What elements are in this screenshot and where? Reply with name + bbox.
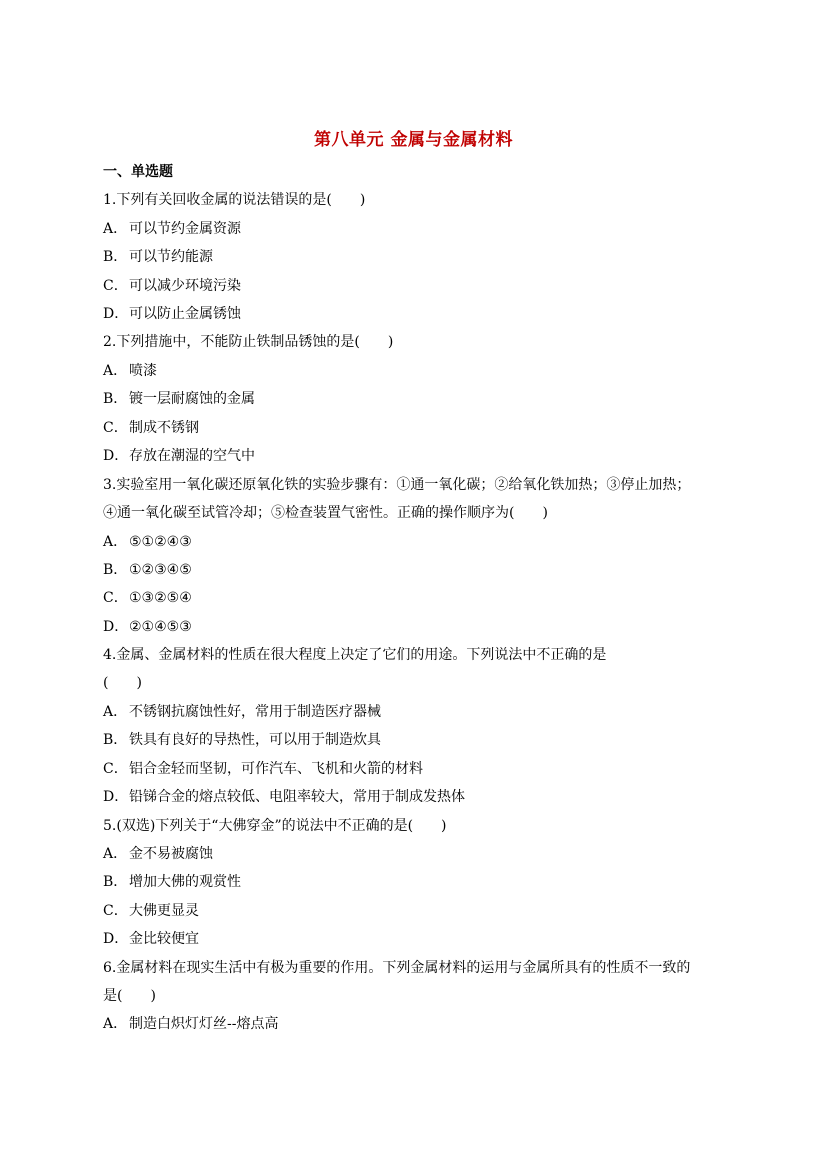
option-letter: A． (103, 846, 128, 862)
option-text: 增加大佛的观赏性 (129, 874, 241, 890)
option-letter: A． (103, 1016, 128, 1032)
option-letter: B． (103, 874, 128, 890)
option-text: 铝合金轻而坚韧，可作汽车、飞机和火箭的材料 (129, 761, 423, 777)
question-stem: 4.金属、金属材料的性质在很大程度上决定了它们的用途。下列说法中不正确的是 (103, 647, 607, 663)
option-text: 铅锑合金的熔点较低、电阻率较大，常用于制成发热体 (129, 789, 465, 805)
question-stem: 5.(双选)下列关于“大佛穿金”的说法中不正确的是( ) (103, 818, 447, 834)
option-row (103, 304, 743, 324)
question-stem-continued: ( ) (103, 675, 142, 691)
option-row (103, 1014, 743, 1034)
option-row (103, 588, 743, 608)
option-text: 可以节约金属资源 (129, 221, 241, 237)
option-row (103, 219, 743, 239)
option-row (103, 759, 743, 779)
option-letter: A． (103, 221, 128, 237)
option-row (103, 872, 743, 892)
option-letter: D． (103, 306, 129, 322)
option-row (103, 418, 743, 438)
option-row (103, 560, 743, 580)
option-row (103, 617, 743, 637)
option-text: ②①④⑤③ (129, 619, 192, 635)
page-title: 第八单元 金属与金属材料 (314, 130, 513, 150)
option-letter: D． (103, 448, 129, 464)
option-letter: B． (103, 732, 128, 748)
option-text: 不锈钢抗腐蚀性好，常用于制造医疗器械 (129, 704, 381, 720)
option-text: ①③②⑤④ (129, 590, 192, 606)
option-letter: B． (103, 562, 128, 578)
option-row (103, 730, 743, 750)
option-letter: C． (103, 420, 128, 436)
option-text: 喷漆 (129, 363, 157, 379)
option-text: ①②③④⑤ (129, 562, 192, 578)
option-letter: D． (103, 931, 129, 947)
option-row (103, 446, 743, 466)
option-text: 存放在潮湿的空气中 (129, 448, 255, 464)
option-text: 镀一层耐腐蚀的金属 (129, 391, 255, 407)
option-letter: B． (103, 249, 128, 265)
question-stem: 6.金属材料在现实生活中有极为重要的作用。下列金属材料的运用与金属所具有的性质不一致的 (103, 960, 691, 976)
question-stem: 2.下列措施中，不能防止铁制品锈蚀的是( ) (103, 334, 394, 350)
option-row (103, 276, 743, 296)
option-letter: D． (103, 619, 129, 635)
question-stem-continued: 是( ) (103, 988, 156, 1004)
option-row (103, 901, 743, 921)
option-text: 金不易被腐蚀 (129, 846, 213, 862)
option-row (103, 702, 743, 722)
option-letter: B． (103, 391, 128, 407)
section-heading: 一、单选题 (103, 164, 173, 180)
option-letter: A． (103, 704, 128, 720)
option-text: ⑤①②④③ (129, 534, 192, 550)
option-row (103, 844, 743, 864)
option-text: 可以减少环境污染 (129, 278, 241, 294)
option-letter: D． (103, 789, 129, 805)
question-stem-continued: ④通一氧化碳至试管冷却；⑤检查装置气密性。正确的操作顺序为( ) (103, 505, 548, 521)
option-text: 金比较便宜 (129, 931, 199, 947)
option-letter: A． (103, 534, 128, 550)
option-text: 可以防止金属锈蚀 (129, 306, 241, 322)
question-stem: 3.实验室用一氧化碳还原氧化铁的实验步骤有：①通一氧化碳；②给氧化铁加热；③停止加热； (103, 477, 691, 493)
option-letter: C． (103, 903, 128, 919)
option-row (103, 532, 743, 552)
option-text: 制成不锈钢 (129, 420, 199, 436)
option-row (103, 361, 743, 381)
question-stem: 1.下列有关回收金属的说法错误的是( ) (103, 192, 366, 208)
option-text: 大佛更显灵 (129, 903, 199, 919)
option-text: 可以节约能源 (129, 249, 213, 265)
option-text: 制造白炽灯灯丝--熔点高 (129, 1016, 279, 1032)
option-letter: C． (103, 590, 128, 606)
option-row (103, 247, 743, 267)
option-letter: C． (103, 761, 128, 777)
option-row (103, 929, 743, 949)
option-row (103, 787, 743, 807)
option-row (103, 389, 743, 409)
option-text: 铁具有良好的导热性，可以用于制造炊具 (129, 732, 381, 748)
option-letter: C． (103, 278, 128, 294)
option-letter: A． (103, 363, 128, 379)
